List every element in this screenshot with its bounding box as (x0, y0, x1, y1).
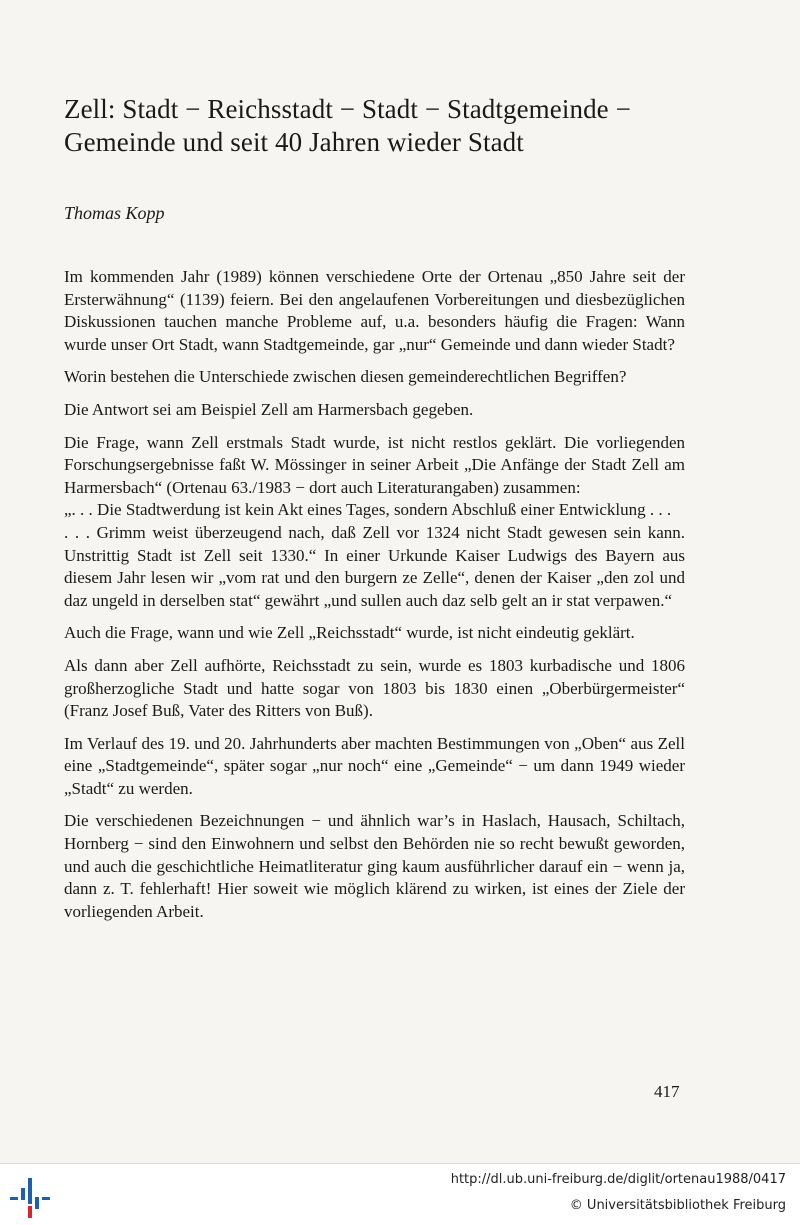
paragraph: Die Antwort sei am Beispiel Zell am Harmersbach gegeben. (64, 399, 474, 419)
quote-paragraph: „. . . Die Stadtwerdung ist kein Akt eines Tages, sondern Abschluß einer Entwicklung . . . (64, 500, 672, 520)
quote-paragraph: . . . Grimm weist überzeugend nach, daß Zell vor 1324 nicht Stadt gewesen sein kann. Unstrittig Stadt ist Zell seit 1330.“ In einer Urkunde Kaiser Ludwigs des Bayern aus diesem Jahr lesen wir „vom rat und den burgern ze Zelle“, denen der Kaiser „den zol und daz ungeld in derselben stat“ gewährt „und sullen auch daz selb gelt an ir stat verpawen.“ (64, 522, 685, 610)
article-body (64, 266, 685, 933)
article-title: Zell: Stadt − Reichsstadt − Stadt − Stadtgemeinde − Gemeinde und seit 40 Jahren wieder Stadt (64, 94, 631, 157)
page-number: 417 (654, 1082, 680, 1101)
copyright-notice: © Universitätsbibliothek Freiburg (569, 1198, 786, 1213)
ub-freiburg-logo-icon (10, 1178, 52, 1218)
paragraph: Als dann aber Zell aufhörte, Reichsstadt zu sein, wurde es 1803 kurbadische und 1806 großherzogliche Stadt und hatte sogar von 1803 bis 1830 einen „Oberbürgermeister“ (Franz Josef Buß, Vater des Ritters von Buß). (64, 655, 685, 721)
viewer-footer (0, 1163, 800, 1225)
paragraph: Im kommenden Jahr (1989) können verschiedene Orte der Ortenau „850 Jahre seit der Ersterwähnung“ (1139) feiern. Bei den angelaufenen Vorbereitungen und diesbezüglichen Diskussionen tauchen manche Probleme auf, u.a. besonders häufig die Fragen: Wann wurde unser Ort Stadt, wann Stadtgemeinde, gar „nur“ Gemeinde und dann wieder Stadt? (64, 267, 685, 354)
paragraph: Die verschiedenen Bezeichnungen − und ähnlich war’s in Haslach, Hausach, Schiltach, Hornberg − sind den Einwohnern und selbst den Behörden nie so recht bewußt geworden, und auch die geschichtliche Heimatliteratur ging kaum ausführlicher darauf ein − wenn ja, dann z. T. fehlerhaft! Hier soweit wie möglich klärend zu wirken, ist eines der Ziele der vorliegenden Arbeit. (64, 811, 685, 921)
paragraph: Worin bestehen die Unterschiede zwischen diesen gemeinderechtlichen Begriffen? (64, 367, 627, 387)
paragraph: Im Verlauf des 19. und 20. Jahrhunderts aber machten Bestimmungen von „Oben“ aus Zell eine „Stadtgemeinde“, später sogar „nur noch“ eine „Gemeinde“ − um dann 1949 wieder „Stadt“ zu werden. (64, 733, 685, 798)
source-url-link[interactable]: http://dl.ub.uni-freiburg.de/diglit/ortenau1988/0417 (450, 1172, 786, 1187)
article-author: Thomas Kopp (64, 203, 165, 223)
paragraph: Auch die Frage, wann und wie Zell „Reichsstadt“ wurde, ist nicht eindeutig geklärt. (64, 623, 635, 643)
paragraph: Die Frage, wann Zell erstmals Stadt wurde, ist nicht restlos geklärt. Die vorliegenden Forschungsergebnisse faßt W. Mössinger in seiner Arbeit „Die Anfänge der Stadt Zell am Harmersbach“ (Ortenau 63./1983 − dort auch Literaturangaben) zusammen: (64, 432, 685, 497)
